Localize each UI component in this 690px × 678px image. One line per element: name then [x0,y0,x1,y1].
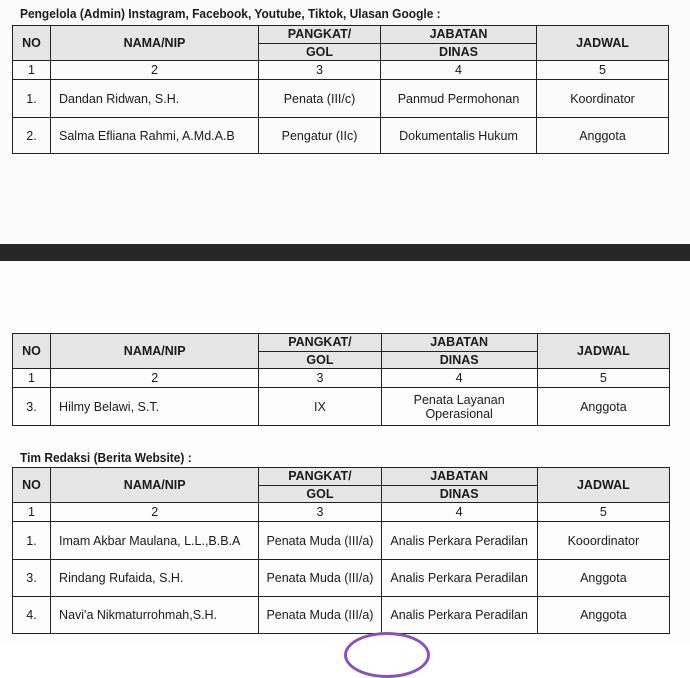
header-pangkat-bottom: GOL [305,45,334,59]
table-continued [12,333,670,426]
cell-pangkat: IX [259,388,381,426]
header-jabatan [381,334,537,369]
column-number: 1 [13,503,51,522]
section-heading-redaksi: Tim Redaksi (Berita Website) : [20,450,192,465]
column-number: 2 [51,503,259,522]
cell-jabatan: Penata Layanan Operasional [381,388,537,426]
column-number: 4 [381,61,537,80]
cell-jabatan: Analis Perkara Peradilan [381,522,537,560]
cell-jadwal: Kooordinator [537,522,669,560]
cell-jadwal: Koordinator [537,80,669,118]
header-no: NO [13,468,51,503]
cell-nama: Hilmy Belawi, S.T. [51,388,259,426]
column-number: 5 [537,369,669,388]
cell-pangkat: Penata (III/c) [259,80,381,118]
header-jabatan-bottom: DINAS [439,353,479,367]
header-jadwal: JADWAL [537,26,669,61]
cell-no: 3. [13,388,51,426]
cell-pangkat: Pengatur (IIc) [259,118,381,154]
header-jabatan-bottom: DINAS [439,487,479,501]
header-pangkat-top: PANGKAT/ [259,468,380,486]
cell-jadwal: Anggota [537,388,669,426]
cell-jadwal: Anggota [537,597,669,634]
table-header-row [13,334,670,369]
column-number: 3 [259,369,381,388]
header-pangkat [259,468,381,503]
cell-pangkat: Penata Muda (III/a) [259,522,381,560]
table-header-row [13,468,670,503]
cell-nama: Imam Akbar Maulana, L.L.,B.B.A [51,522,259,560]
cell-jabatan: Analis Perkara Peradilan [381,560,537,597]
page-divider [0,244,690,261]
cell-jadwal: Anggota [537,560,669,597]
cell-jabatan: Dokumentalis Hukum [381,118,537,154]
cell-jadwal: Anggota [537,118,669,154]
header-jadwal: JADWAL [537,334,669,369]
cell-no: 1. [13,80,51,118]
header-nama: NAMA/NIP [51,26,259,61]
section-heading-admin: Pengelola (Admin) Instagram, Facebook, Youtube, Tiktok, Ulasan Google : [20,6,441,21]
column-number: 2 [51,61,259,80]
cell-nama: Rindang Rufaida, S.H. [51,560,259,597]
header-pangkat-bottom: GOL [306,487,334,501]
column-number: 3 [259,503,381,522]
header-no: NO [13,334,51,369]
table-header-row [13,26,669,61]
table-row [13,522,670,560]
header-jabatan-top: JABATAN [382,468,537,486]
table-row [13,560,670,597]
header-jabatan-top: JABATAN [382,334,537,352]
column-number: 5 [537,503,669,522]
column-number: 1 [13,369,51,388]
cell-no: 3. [13,560,51,597]
header-jabatan [381,26,537,61]
column-number: 4 [381,503,537,522]
cell-pangkat: Penata Muda (III/a) [259,560,381,597]
header-jadwal: JADWAL [537,468,669,503]
header-nama: NAMA/NIP [51,468,259,503]
column-number: 1 [13,61,51,80]
cell-nama: Salma Efliana Rahmi, A.Md.A.B [51,118,259,154]
column-number: 3 [259,61,381,80]
table-row [13,80,669,118]
header-pangkat-top: PANGKAT/ [259,26,380,44]
column-number-row [13,369,670,388]
cell-no: 2. [13,118,51,154]
table-row [13,118,669,154]
header-nama: NAMA/NIP [51,334,259,369]
column-number-row [13,503,670,522]
cell-jabatan: Panmud Permohonan [381,80,537,118]
cell-nama: Navi'a Nikmaturrohmah,S.H. [51,597,259,634]
cell-no: 4. [13,597,51,634]
header-no: NO [13,26,51,61]
cell-pangkat: Penata Muda (III/a) [259,597,381,634]
column-number: 5 [537,61,669,80]
cell-jabatan: Analis Perkara Peradilan [381,597,537,634]
header-jabatan [381,468,537,503]
header-pangkat [259,26,381,61]
stamp-seal [344,632,430,678]
column-number: 2 [51,369,259,388]
column-number-row [13,61,669,80]
header-jabatan-top: JABATAN [381,26,536,44]
header-pangkat-top: PANGKAT/ [259,334,380,352]
column-number: 4 [381,369,537,388]
header-pangkat [259,334,381,369]
table-redaksi [12,467,670,634]
cell-nama: Dandan Ridwan, S.H. [51,80,259,118]
table-row [13,388,670,426]
cell-no: 1. [13,522,51,560]
header-jabatan-bottom: DINAS [439,45,478,59]
table-admin [12,25,669,154]
header-pangkat-bottom: GOL [306,353,334,367]
table-row [13,597,670,634]
